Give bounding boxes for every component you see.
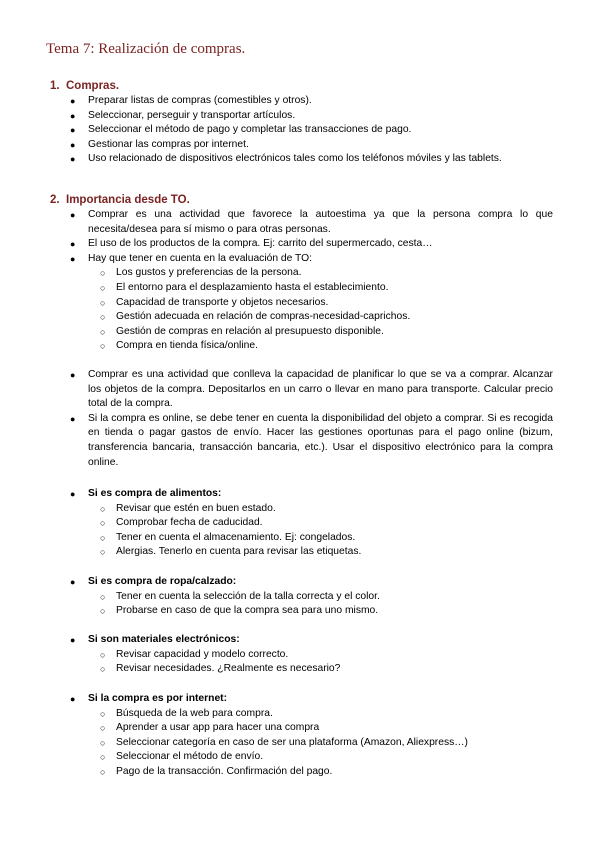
group-electronics bbox=[0, 633, 553, 677]
bullet-icon: ● bbox=[70, 413, 76, 424]
sub-list-item: ○ El entorno para el desplazamiento hasta el establecimiento. bbox=[0, 281, 553, 296]
list-item: ● Seleccionar el método de pago y completar las transacciones de pago. bbox=[0, 123, 553, 138]
sub-list-item: ○ Revisar necesidades. ¿Realmente es necesario? bbox=[0, 662, 553, 677]
sub-list-item: ○ Gestión de compras en relación al presupuesto disponible. bbox=[0, 325, 553, 340]
hollow-bullet-icon: ○ bbox=[100, 312, 106, 323]
hollow-bullet-icon: ○ bbox=[100, 341, 106, 352]
sub-list-item: ○ Compra en tienda física/online. bbox=[0, 339, 553, 354]
bullet-icon: ● bbox=[70, 110, 76, 121]
list-item: ● Uso relacionado de dispositivos electrónicos tales como los teléfonos móviles y las tablets. bbox=[0, 152, 553, 167]
sub-list-item: ○ Búsqueda de la web para compra. bbox=[0, 707, 553, 722]
document-title: Tema 7: Realización de compras. bbox=[46, 41, 246, 57]
hollow-bullet-icon: ○ bbox=[100, 282, 106, 293]
section1-heading bbox=[50, 80, 119, 92]
sub-list-item: ○ Gestión adecuada en relación de compras-necesidad-caprichos. bbox=[0, 310, 553, 325]
hollow-bullet-icon: ○ bbox=[100, 723, 106, 734]
bullet-icon: ● bbox=[70, 577, 76, 587]
sub-list-item: ○ Alergias. Tenerlo en cuenta para revisar las etiquetas. bbox=[0, 545, 553, 560]
hollow-bullet-icon: ○ bbox=[100, 752, 106, 763]
group-heading: ● Si la compra es por internet: bbox=[0, 692, 553, 707]
group-food bbox=[0, 487, 553, 560]
bullet-icon: ● bbox=[70, 139, 76, 150]
list-item: ● Gestionar las compras por internet. bbox=[0, 138, 553, 153]
list-item: ● Preparar listas de compras (comestibles y otros). bbox=[0, 94, 553, 109]
bullet-icon: ● bbox=[70, 210, 76, 220]
sub-list-item: ○ Seleccionar el método de envío. bbox=[0, 750, 553, 765]
list-item: ● Hay que tener en cuenta en la evaluación de TO: bbox=[0, 252, 553, 267]
bullet-icon: ● bbox=[70, 125, 76, 136]
group-heading: ● Si es compra de ropa/calzado: bbox=[0, 575, 553, 590]
hollow-bullet-icon: ○ bbox=[100, 737, 106, 748]
group-clothing bbox=[0, 575, 553, 619]
section2-number: 2. bbox=[50, 194, 60, 206]
sub-list-item: ○ Los gustos y preferencias de la persona. bbox=[0, 266, 553, 281]
sub-list-item: ○ Tener en cuenta la selección de la talla correcta y el color. bbox=[0, 590, 553, 605]
list-item: ● El uso de los productos de la compra. Ej: carrito del supermercado, cesta… bbox=[0, 237, 553, 252]
sub-list-item: ○ Seleccionar categoría en caso de ser una plataforma (Amazon, Aliexpress…) bbox=[0, 736, 553, 751]
hollow-bullet-icon: ○ bbox=[100, 268, 106, 279]
section1-number: 1. bbox=[50, 80, 60, 92]
hollow-bullet-icon: ○ bbox=[100, 547, 106, 558]
sub-list-item: ○ Capacidad de transporte y objetos necesarios. bbox=[0, 296, 553, 311]
sub-list-item: ○ Revisar que estén en buen estado. bbox=[0, 502, 553, 517]
bullet-icon: ● bbox=[70, 370, 76, 380]
section2-title: Importancia desde TO. bbox=[66, 194, 190, 206]
section1-title: Compras. bbox=[66, 80, 120, 92]
hollow-bullet-icon: ○ bbox=[100, 297, 106, 308]
sub-list-item: ○ Probarse en caso de que la compra sea para uno mismo. bbox=[0, 604, 553, 619]
hollow-bullet-icon: ○ bbox=[100, 664, 106, 675]
group-internet bbox=[0, 692, 553, 780]
sub-list-item: ○ Tener en cuenta el almacenamiento. Ej: congelados. bbox=[0, 531, 553, 546]
sub-list-item: ○ Comprobar fecha de caducidad. bbox=[0, 516, 553, 531]
sub-list-item: ○ Aprender a usar app para hacer una compra bbox=[0, 721, 553, 736]
section2-list bbox=[0, 208, 553, 354]
paragraph-item: ● Comprar es una actividad que conlleva la capacidad de planificar lo que se va a comprar. Alcanzar los objetos de la compra. Depositarlos en un carro o llevar en mano para transporte. Calcular precio total de la compra. bbox=[70, 369, 553, 410]
hollow-bullet-icon: ○ bbox=[100, 606, 106, 617]
hollow-bullet-icon: ○ bbox=[100, 532, 106, 543]
section2-heading bbox=[50, 194, 190, 206]
bullet-icon: ● bbox=[70, 96, 76, 106]
hollow-bullet-icon: ○ bbox=[100, 503, 106, 514]
sub-list-item: ○ Pago de la transacción. Confirmación del pago. bbox=[0, 765, 553, 780]
section1-list bbox=[0, 94, 553, 167]
list-item: ● Seleccionar, perseguir y transportar artículos. bbox=[0, 109, 553, 124]
bullet-icon: ● bbox=[70, 154, 76, 165]
hollow-bullet-icon: ○ bbox=[100, 591, 106, 602]
group-heading: ● Si es compra de alimentos: bbox=[0, 487, 553, 502]
bullet-icon: ● bbox=[70, 694, 76, 704]
hollow-bullet-icon: ○ bbox=[100, 649, 106, 660]
hollow-bullet-icon: ○ bbox=[100, 518, 106, 529]
list-item: ● Comprar es una actividad que favorece la autoestima ya que la persona compra lo que necesita/desea para sí mismo o para otras personas. bbox=[70, 209, 553, 235]
sub-list-item: ○ Revisar capacidad y modelo correcto. bbox=[0, 648, 553, 663]
section2-paragraphs bbox=[0, 368, 553, 470]
bullet-icon: ● bbox=[70, 239, 76, 250]
paragraph-item: ● Si la compra es online, se debe tener en cuenta la disponibilidad del objeto a comprar. Si es recogida en tienda o pagar gastos de envío. Hacer las gestiones oportunas para el pago online (bizum, transferencia bancaria, transacción bancaria, etc.). Usar el dispositivo electrónico para la compra online. bbox=[70, 412, 553, 468]
bullet-icon: ● bbox=[70, 635, 76, 645]
hollow-bullet-icon: ○ bbox=[100, 766, 106, 777]
hollow-bullet-icon: ○ bbox=[100, 708, 106, 719]
bullet-icon: ● bbox=[70, 489, 76, 499]
group-heading: ● Si son materiales electrónicos: bbox=[0, 633, 553, 648]
bullet-icon: ● bbox=[70, 253, 76, 264]
hollow-bullet-icon: ○ bbox=[100, 326, 106, 337]
